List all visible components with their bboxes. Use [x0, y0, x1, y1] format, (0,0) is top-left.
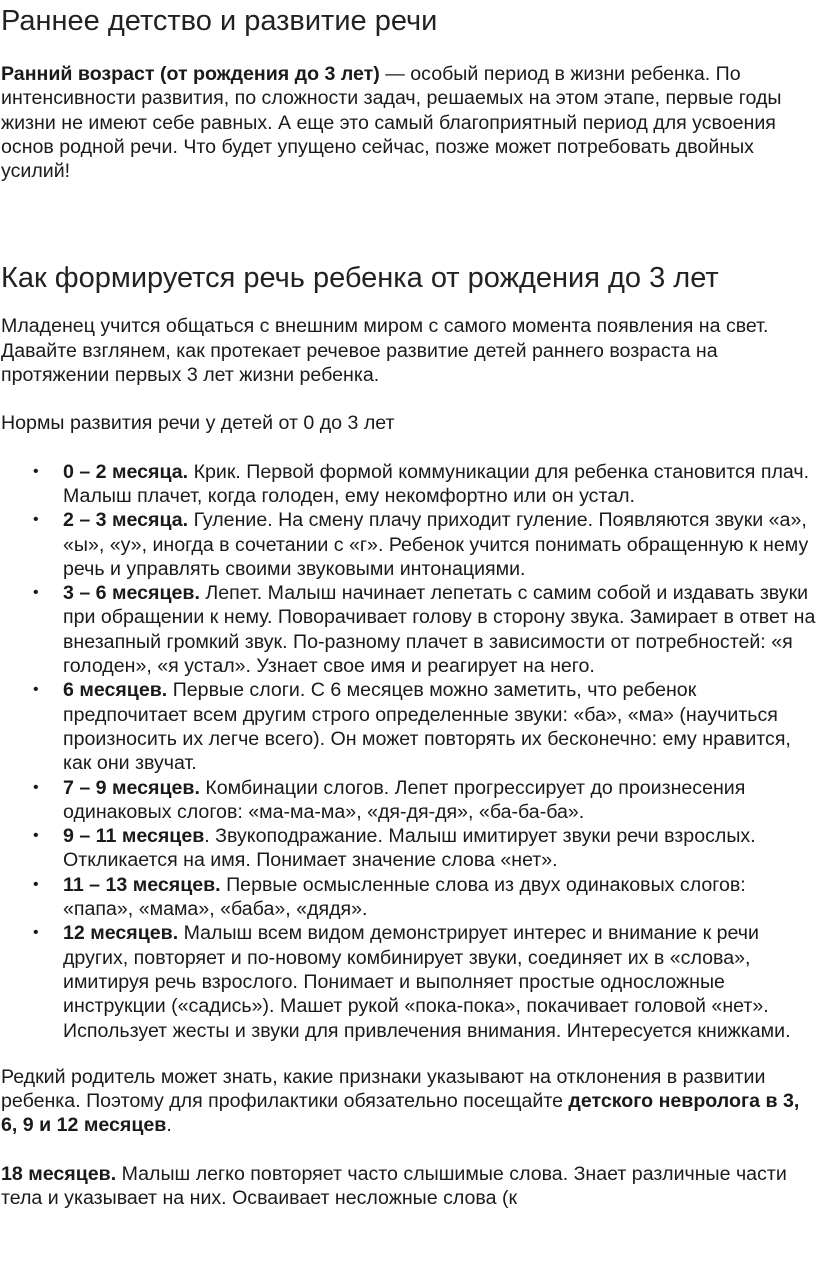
list-item-text: Комбинации слогов. Лепет прогрессирует до произнесения одинаковых слогов: «ма-ма-ма», «дя-дя-дя», «ба-ба-ба».: [63, 776, 746, 823]
speech-paragraph: Младенец учится общаться с внешним миром с самого момента появления на свет. Давайте взглянем, как протекает речевое развитие детей раннего возраста на протяжении первых 3 лет жизни ребенка.: [1, 315, 769, 387]
bullet-icon: •: [33, 681, 39, 699]
bullet-icon: •: [33, 924, 39, 942]
neurologist-end: .: [166, 1114, 172, 1137]
bullet-icon: •: [33, 462, 39, 480]
eighteen-months-bold: 18 месяцев.: [1, 1162, 117, 1185]
list-item: [33, 678, 816, 775]
list-item-bold: 3 – 6 месяцев.: [63, 582, 200, 605]
list-item-bold: 2 – 3 месяца.: [63, 509, 189, 532]
neurologist-paragraph: [1, 1065, 816, 1138]
bullet-icon: •: [33, 827, 39, 845]
list-item-bold: 6 месяцев.: [63, 679, 168, 702]
intro-paragraph: [1, 62, 816, 183]
list-item-bold: 7 – 9 месяцев.: [63, 776, 200, 799]
list-item-bold: 0 – 2 месяца.: [63, 460, 189, 483]
list-item-text: Гуление. На смену плачу приходит гуление. Появляются звуки «а», «ы», «у», иногда в сочетании с «г». Ребенок учится понимать обращенную к нему речь и управлять своими звуковыми интонациями.: [63, 509, 809, 580]
list-item: [33, 824, 816, 873]
list-item-text: Первые слоги. С 6 месяцев можно заметить, что ребенок предпочитает всем другим строго определенные звуки: «ба», «ма» (научиться произносить их легче всего). Он может повторять их бесконечно: ему нравится, как они звучат.: [63, 679, 791, 775]
section-title: Как формируется речь ребенка от рождения до 3 лет: [1, 262, 719, 295]
norms-list: [1, 460, 816, 1043]
bullet-icon: •: [33, 778, 39, 796]
bullet-icon: •: [33, 584, 39, 602]
list-item-bold: 11 – 13 месяцев.: [63, 873, 221, 896]
list-item: [33, 776, 816, 825]
list-item-text: Малыш всем видом демонстрирует интерес и внимание к речи других, повторяет и по-новому комбинирует звуки, соединяет их в «слова», имитируя речь взрослого. Понимает и выполняет простые односложные инструкции («садись»). Машет рукой «пока-пока», покачивает головой «нет». Использует жесты и звуки для привлечения внимания. Интересуется книжками.: [63, 922, 791, 1042]
list-item: [33, 581, 816, 678]
list-item-text: Лепет. Малыш начинает лепетать с самим собой и издавать звуки при обращении к нему. Поворачивает голову в сторону звука. Замирает в ответ на внезапный громкий звук. По-разному плачет в зависимости от потребностей: «я голоден», «я устал». Узнает свое имя и реагирует на него.: [63, 582, 816, 678]
norms-heading: Нормы развития речи у детей от 0 до 3 лет: [1, 412, 395, 435]
bullet-icon: •: [33, 511, 39, 529]
intro-text: — особый период в жизни ребенка. По интенсивности развития, по сложности задач, решаемых на этом этапе, первые годы жизни не имеют себе равных. А еще это самый благоприятный период для усвоения основ родной речи. Что будет упущено сейчас, позже может потребовать двойных усилий!: [1, 63, 782, 183]
list-item: [33, 460, 816, 509]
neurologist-bold: детского невролога в 3, 6, 9 и 12 месяцев: [1, 1090, 800, 1137]
intro-bold: Ранний возраст (от рождения до 3 лет): [1, 63, 380, 85]
list-item-text: . Звукоподражание. Малыш имитирует звуки речи взрослых. Откликается на имя. Понимает значение слова «нет».: [63, 825, 756, 872]
list-item-bold: 9 – 11 месяцев: [63, 825, 205, 848]
eighteen-months-paragraph: [1, 1162, 816, 1211]
bullet-icon: •: [33, 875, 39, 893]
list-item: [33, 921, 816, 1042]
neurologist-text: Редкий родитель может знать, какие признаки указывают на отклонения в развитии ребенка. Поэтому для профилактики обязательно посещайте: [1, 1065, 766, 1113]
page-title: Раннее детство и развитие речи: [1, 5, 438, 37]
list-item-text: Крик. Первой формой коммуникации для ребенка становится плач. Малыш плачет, когда голоден, ему некомфортно или он устал.: [63, 460, 810, 507]
list-item-text: Первые осмысленные слова из двух одинаковых слогов: «папа», «мама», «баба», «дядя».: [63, 873, 746, 921]
eighteen-months-text: Малыш легко повторяет часто слышимые слова. Знает различные части тела и указывает на них. Осваивает несложные слова (к: [1, 1162, 787, 1209]
list-item-bold: 12 месяцев.: [63, 922, 179, 945]
list-item: [33, 508, 816, 581]
list-item: [33, 873, 816, 922]
